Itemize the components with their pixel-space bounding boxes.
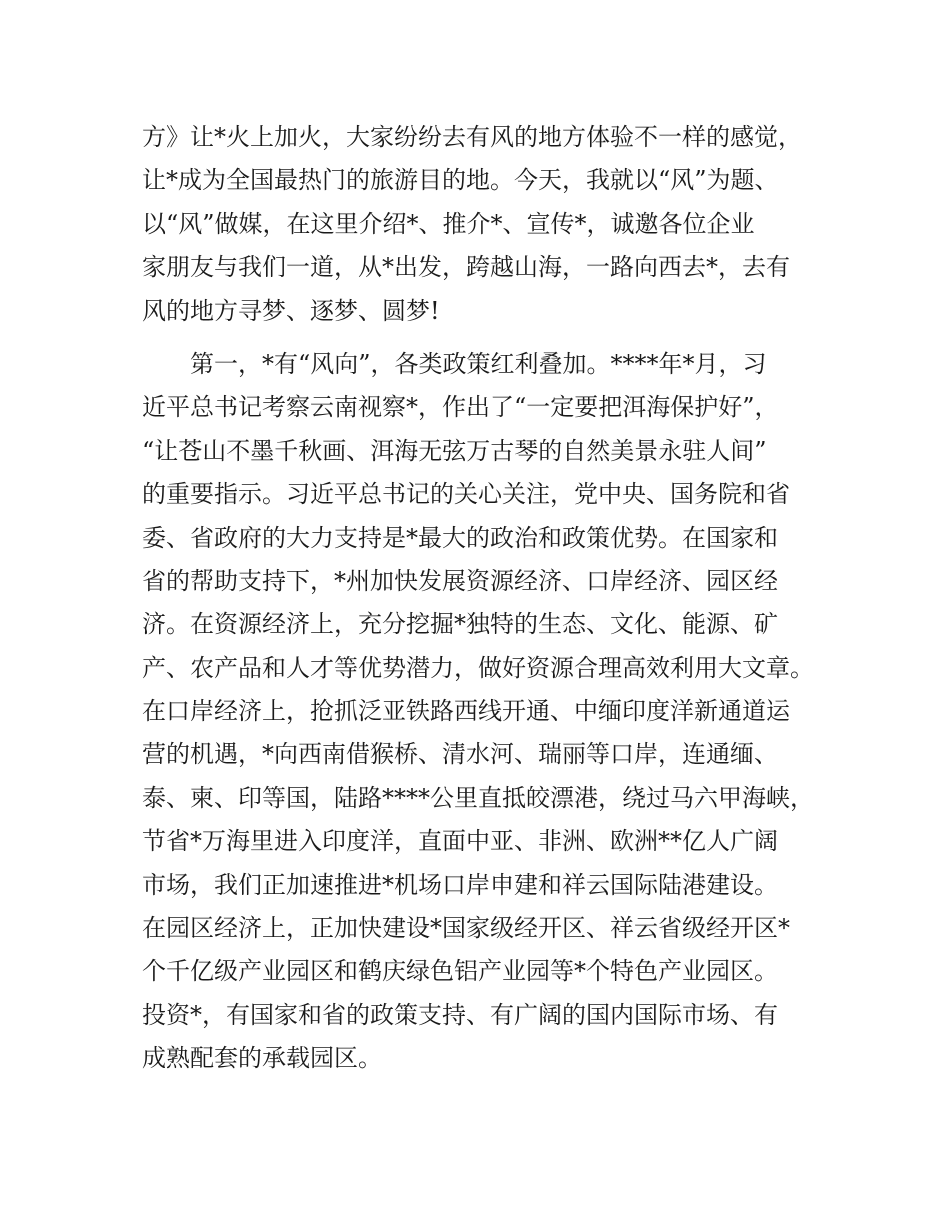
text-line: 节省*万海里进入印度洋，直面中亚、非洲、欧洲**亿人广阔 [142,827,778,856]
text-line: 投资*，有国家和省的政策支持、有广阔的国内国际市场、有 [142,1000,778,1029]
text-line: 营的机遇，*向西南借猴桥、清水河、瑞丽等口岸，连通缅、 [142,740,778,769]
text-line: 第一，*有“风向”，各类政策红利叠加。****年*月，习 [190,349,767,378]
paragraph-1 [142,116,832,333]
text-line: 泰、柬、印等国，陆路****公里直抵皎漂港，绕过马六甲海峡， [142,783,814,812]
text-line: 成熟配套的承载园区。 [142,1044,382,1073]
text-line: 在园区经济上，正加快建设*国家级经开区、祥云省级经开区* [142,914,790,943]
text-line: 省的帮助支持下，*州加快发展资源经济、口岸经济、园区经 [142,566,778,595]
paragraph-gap [142,333,832,343]
text-line: 以“风”做媒，在这里介绍*、推介*、宣传*，诚邀各位企业 [142,209,755,238]
text-line: 在口岸经济上，抢抓泛亚铁路西线开通、中缅印度洋新通道运 [142,697,790,726]
text-line: 让*成为全国最热门的旅游目的地。今天，我就以“风”为题、 [142,166,779,195]
text-line: 个千亿级产业园区和鹤庆绿色铝产业园等*个特色产业园区。 [142,957,778,986]
paragraph-2 [142,343,832,1081]
text-line: 风的地方寻梦、逐梦、圆梦! [142,296,440,325]
text-line: 近平总书记考察云南视察*，作出了“一定要把洱海保护好”， [142,393,779,422]
document-body [142,116,832,1081]
text-line: 市场，我们正加速推进*机场口岸申建和祥云国际陆港建设。 [142,870,778,899]
text-line: 家朋友与我们一道，从*出发，跨越山海，一路向西去*，去有 [142,253,790,282]
text-line: 委、省政府的大力支持是*最大的政治和政策优势。在国家和 [142,523,778,552]
text-line: 产、农产品和人才等优势潜力，做好资源合理高效利用大文章。 [142,653,814,682]
text-line: “让苍山不墨千秋画、洱海无弦万古琴的自然美景永驻人间” [142,436,767,465]
text-line: 的重要指示。习近平总书记的关心关注，党中央、国务院和省 [142,480,790,509]
text-line: 方》让*火上加火，大家纷纷去有风的地方体验不一样的感觉， [142,123,802,151]
text-line: 济。在资源经济上，充分挖掘*独特的生态、文化、能源、矿 [142,610,778,639]
